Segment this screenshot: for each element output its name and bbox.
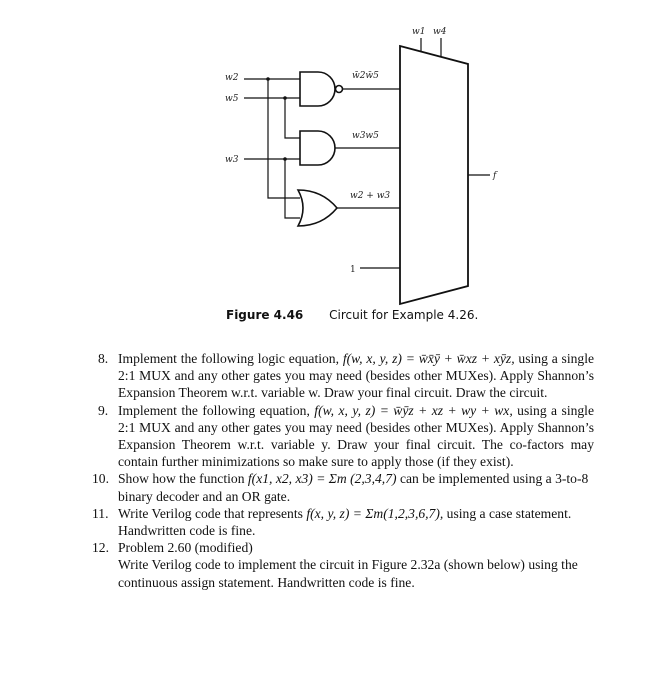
- wire-w5-branch: [285, 98, 300, 138]
- multiplexer: [400, 46, 468, 304]
- problem-lead: Implement the following equation,: [118, 402, 310, 418]
- label-gate1-output: w̄2w̄5: [352, 71, 379, 81]
- problem-9: [98, 402, 594, 471]
- problem-12: [92, 539, 594, 591]
- problem-equation: f(w, x, y, z) = w̄x̄ȳ + w̄xz + xȳz,: [342, 351, 515, 366]
- problem-text: using a single 2:1 MUX and any other gates you may need (besides other MUXes). Apply Shannon’s Expansion Theorem w.r.t. variable y. Draw your final circuit. The co-factors may contain further minimizations so make sure to apply those (if they exist).: [118, 402, 594, 470]
- label-select-w4: w4: [433, 27, 447, 37]
- problem-list: [92, 350, 595, 591]
- problem-number: 10.: [92, 471, 109, 487]
- label-output: f: [493, 171, 497, 181]
- figure-caption: [226, 308, 478, 322]
- figure-label: Figure 4.46: [226, 308, 304, 322]
- gate-nand: [300, 72, 335, 106]
- problem-lead: Show how the function: [118, 471, 245, 487]
- junction-w3: [283, 157, 287, 161]
- problem-8: [98, 350, 594, 402]
- label-select-w1: w1: [412, 27, 426, 37]
- inversion-bubble: [336, 86, 343, 93]
- problem-10: [92, 470, 594, 504]
- problem-text: using a single 2:1 MUX and any other gates you may need (besides other MUXes). Apply Shannon’s Expansion Theorem w.r.t. variable w. Draw your final circuit. Draw the circuit.: [118, 351, 595, 401]
- junction-w2: [266, 77, 270, 81]
- wire-w3-branch: [285, 159, 300, 218]
- problem-text: Write Verilog code to implement the circuit in Figure 2.32a (shown below) using the continuous assign statement. Handwritten code is fine.: [118, 557, 578, 590]
- gate-and: [300, 131, 335, 165]
- problem-number: 9.: [98, 402, 109, 418]
- problem-equation: f(x, y, z) = Σm(1,2,3,6,7),: [306, 505, 444, 521]
- figure-caption-text: Circuit for Example 4.26.: [329, 308, 479, 322]
- label-input-w3: w3: [225, 155, 239, 165]
- label-constant: 1: [350, 265, 356, 275]
- circuit-diagram: [0, 0, 667, 330]
- problem-lead: Write Verilog code that represents: [118, 505, 303, 521]
- problem-lead: Problem 2.60 (modified): [118, 540, 253, 556]
- problem-number: 11.: [92, 505, 109, 521]
- label-gate3-output: w2 + w3: [350, 191, 391, 201]
- label-input-w2: w2: [225, 73, 239, 83]
- gate-or: [298, 190, 337, 226]
- label-input-w5: w5: [225, 94, 239, 104]
- problem-number: 12.: [92, 540, 109, 556]
- problem-11: [92, 505, 594, 539]
- problem-equation: f(w, x, y, z) = w̄ȳz + xz + wy + wx,: [314, 402, 513, 418]
- problem-number: 8.: [98, 351, 109, 366]
- label-gate2-output: w3w5: [352, 131, 379, 141]
- junction-w5: [283, 96, 287, 100]
- problem-text: using a case statement. Handwritten code is fine.: [118, 505, 572, 539]
- problem-equation: f(x1, x2, x3) = Σm (2,3,4,7): [247, 471, 397, 487]
- problem-lead: Implement the following logic equation,: [118, 351, 339, 366]
- problem-text: can be implemented using a 3-to-8 binary decoder and an OR gate.: [118, 471, 589, 504]
